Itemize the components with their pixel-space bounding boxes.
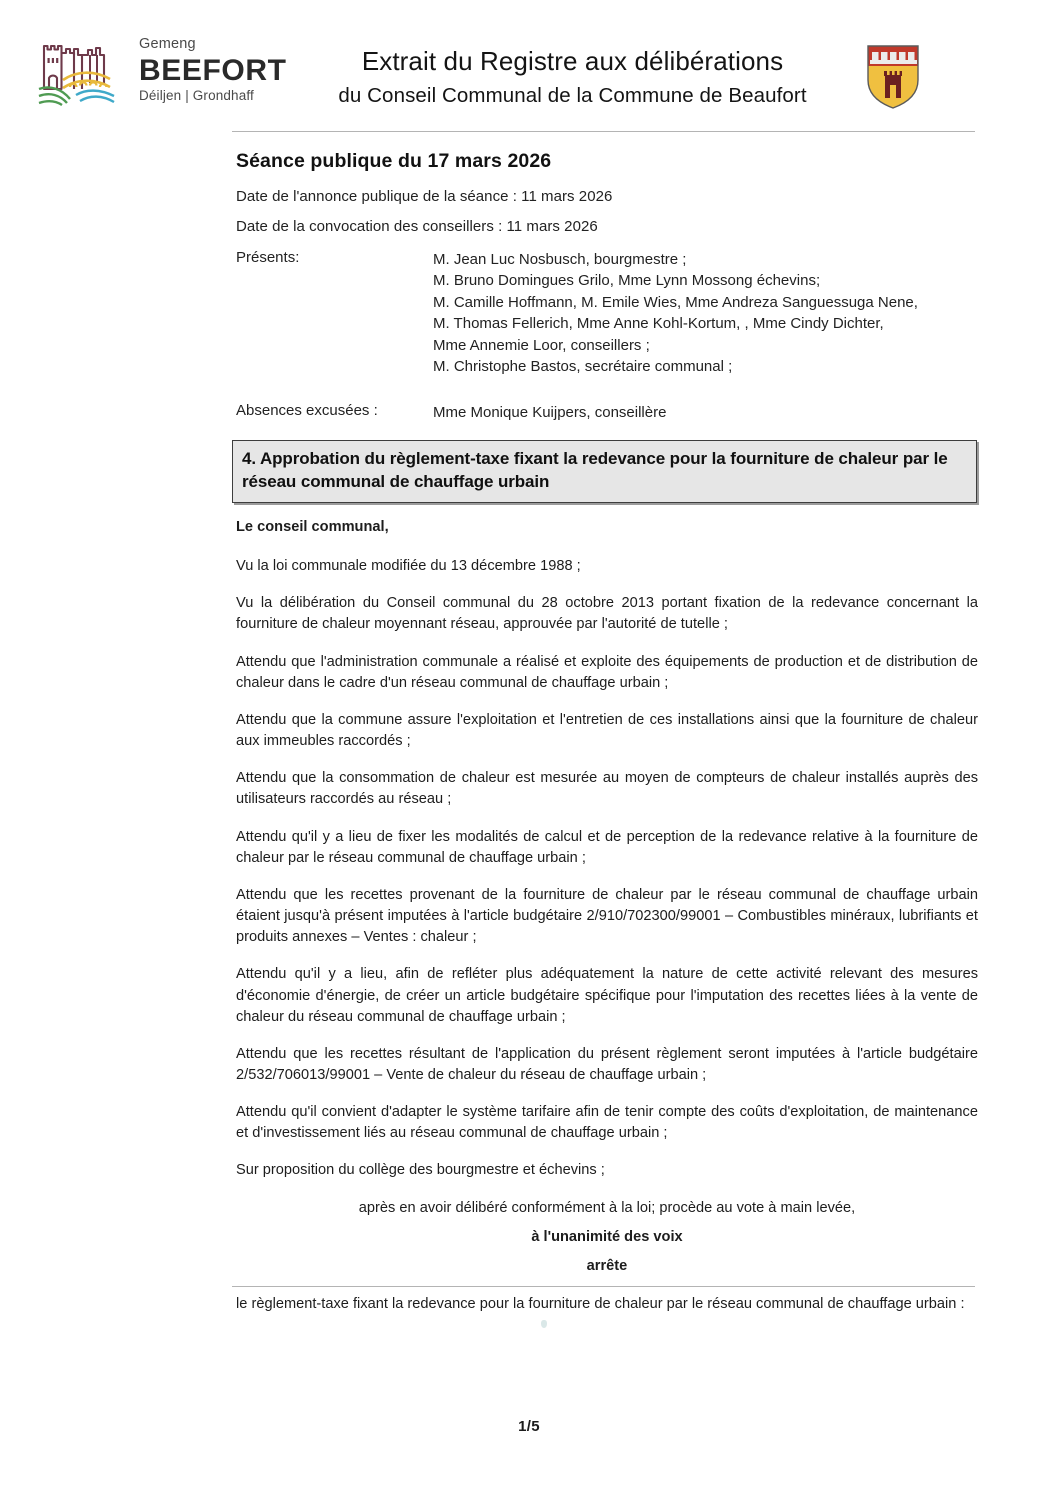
convocation-date: Date de la convocation des conseillers : 11 mars 2026: [236, 218, 598, 235]
body-paragraph: Sur proposition du collège des bourgmestre et échevins ;: [236, 1162, 605, 1179]
document-subtitle: du Conseil Communal de la Commune de Beaufort: [338, 84, 807, 107]
document-title: Extrait du Registre aux délibérations: [361, 46, 784, 76]
absent-row: [236, 402, 978, 423]
vote-line: après en avoir délibéré conformément à la loi; procède au vote à main levée,: [358, 1199, 856, 1216]
footer-divider: [232, 1286, 975, 1287]
list-item: M. Christophe Bastos, secrétaire communal ;: [433, 358, 733, 376]
beaufort-coat-of-arms-icon: [866, 44, 920, 110]
header-divider: [232, 131, 975, 132]
session-info: [236, 150, 978, 248]
body-paragraph: Attendu qu'il y a lieu de fixer les modalités de calcul et de perception de la redevance relative à la fourniture de chaleur par le réseau communal de chauffage urbain ;: [236, 828, 978, 866]
session-title: Séance publique du 17 mars 2026: [236, 150, 552, 172]
scan-artifact: [541, 1320, 547, 1328]
list-item: M. Bruno Domingues Grilo, Mme Lynn Mossong échevins;: [433, 272, 821, 290]
body-paragraph: Attendu qu'il y a lieu, afin de refléter plus adéquatement la nature de cette activité relevant des mesures d'économie d'énergie, de créer un article budgétaire spécifique pour l'imputation des recettes liées à la vente de chaleur du réseau communal de chauffage urbain ;: [236, 966, 978, 1025]
document-body: [236, 517, 978, 1331]
body-lead: Le conseil communal,: [236, 519, 389, 535]
body-paragraph: Attendu que la commune assure l'exploitation et l'entretien de ces installations ainsi que la fourniture de chaleur aux immeubles raccordés ;: [236, 711, 978, 750]
commune-logo: [36, 33, 287, 107]
document-header: [0, 0, 1058, 131]
list-item: M. Thomas Fellerich, Mme Anne Kohl-Kortum, , Mme Cindy Dichter,: [433, 315, 884, 333]
body-paragraph: Attendu que les recettes résultant de l'application du présent règlement seront imputées à l'article budgétaire 2/532/706013/99001 – Vente de chaleur du réseau de chauffage urbain ;: [236, 1045, 978, 1083]
beaufort-castle-bridge-logo-icon: [36, 33, 128, 107]
document-title-block: [300, 46, 845, 108]
list-item: Mme Annemie Loor, conseillers ;: [433, 336, 650, 354]
attendance-block: [236, 249, 978, 423]
absent-list: [433, 402, 978, 423]
list-item: M. Jean Luc Nosbusch, bourgmestre ;: [433, 251, 687, 268]
body-paragraph: Attendu que la consommation de chaleur est mesurée au moyen de compteurs de chaleur installés auprès des utilisateurs raccordés au réseau ;: [236, 770, 978, 808]
body-paragraph: Attendu qu'il convient d'adapter le système tarifaire afin de tenir compte des coûts d'exploitation, de maintenance et d'investissement liés au réseau communal de chauffage urbain ;: [236, 1104, 978, 1142]
agenda-item-box: [232, 440, 977, 503]
body-paragraph: Attendu que l'administration communale a réalisé et exploite des équipements de production et de distribution de chaleur dans le cadre d'un réseau communal de chauffage urbain ;: [236, 653, 978, 691]
logo-commune-name: BEEFORT: [139, 53, 287, 87]
body-paragraph: Vu la délibération du Conseil communal du 28 octobre 2013 portant fixation de la redevance concernant la fourniture de chaleur moyennant réseau, approuvée par l'autorité de tutelle ;: [236, 595, 978, 633]
absent-label: Absences excusées :: [236, 401, 378, 419]
decision-keyword: arrête: [586, 1257, 628, 1274]
unanimity-line: à l'unanimité des voix: [531, 1228, 683, 1245]
present-list: [433, 249, 978, 378]
list-item: M. Camille Hoffmann, M. Emile Wies, Mme Andreza Sanguessuga Nene,: [433, 293, 918, 311]
agenda-item-title: 4. Approbation du règlement-taxe fixant la redevance pour la fourniture de chaleur par le réseau communal de chauffage urbain: [242, 449, 948, 491]
body-paragraph: Vu la loi communale modifiée du 13 décembre 1988 ;: [236, 558, 581, 575]
announcement-date: Date de l'annonce publique de la séance : 11 mars 2026: [236, 188, 613, 205]
closing-line: le règlement-taxe fixant la redevance pour la fourniture de chaleur par le réseau communal de chauffage urbain :: [236, 1296, 965, 1313]
page-number: 1/5: [518, 1418, 540, 1435]
logo-prefix: Gemeng: [139, 36, 196, 53]
list-item: Mme Monique Kuijpers, conseillère: [433, 403, 667, 421]
present-row: [236, 249, 978, 378]
body-paragraph: Attendu que les recettes provenant de la fourniture de chaleur par le réseau communal de chauffage urbain étaient jusqu'à présent imputées à l'article budgétaire 2/910/702300/99001 – Combustibles minéraux, lubrifiants et produits annexes – Ventes : chaleur ;: [236, 886, 978, 946]
logo-subtitle: Déiljen | Grondhaff: [139, 88, 254, 104]
present-label: Présents:: [236, 249, 300, 266]
